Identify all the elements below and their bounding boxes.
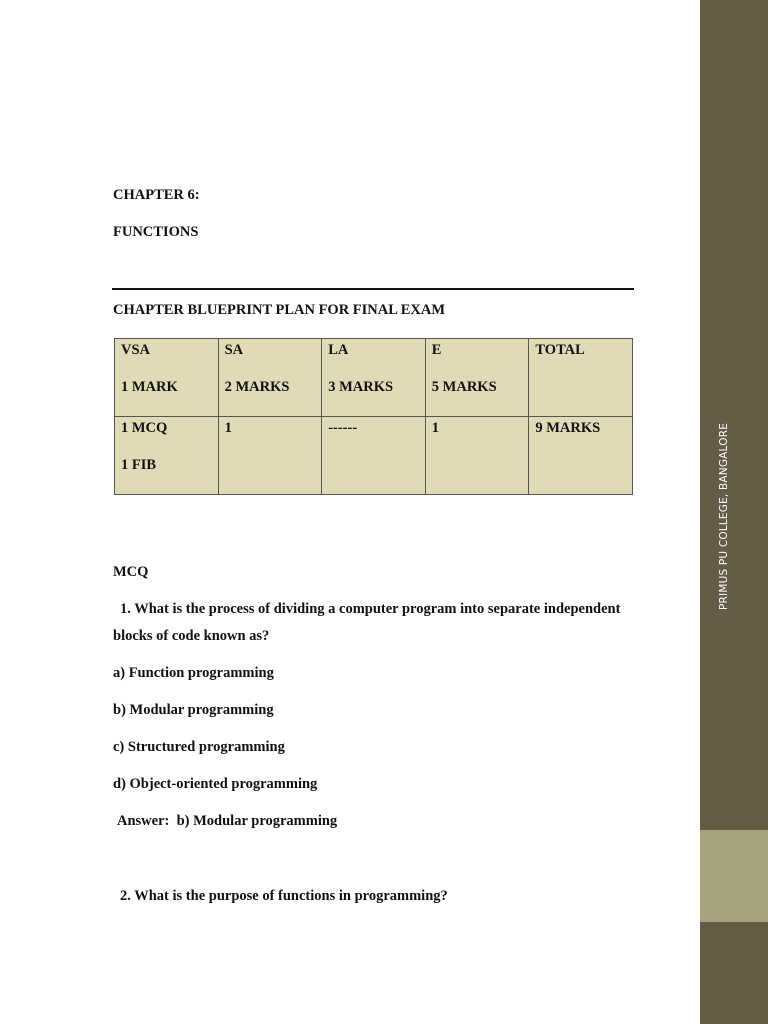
table-row [115,417,633,495]
mcq-heading: MCQ [113,564,149,580]
table-cell: ------ [322,417,426,495]
question-1-line-1: 1. What is the process of dividing a computer program into separate independent [120,601,621,617]
question-2-line-1: 2. What is the purpose of functions in programming? [120,888,448,904]
table-cell: 1 MCQ 1 FIB [115,417,219,495]
sidebar-college-name: PRIMUS PU COLLEGE, BANGALORE [718,422,730,610]
answer-1: Answer: b) Modular programming [117,813,338,829]
table-cell: SA 2 MARKS [218,339,322,417]
option-d: d) Object-oriented programming [113,776,318,792]
side-bar-accent [700,830,768,922]
chapter-number: CHAPTER 6: [113,187,200,203]
table-cell: VSA 1 MARK [115,339,219,417]
table-cell: 1 [218,417,322,495]
blueprint-title: CHAPTER BLUEPRINT PLAN FOR FINAL EXAM [113,302,446,318]
chapter-name: FUNCTIONS [113,224,199,240]
table-cell: E 5 MARKS [425,339,529,417]
option-b: b) Modular programming [113,702,274,718]
table-cell: TOTAL [529,339,633,417]
divider-rule [112,288,634,290]
blueprint-table [114,338,633,495]
table-cell: LA 3 MARKS [322,339,426,417]
table-cell: 9 MARKS [529,417,633,495]
option-a: a) Function programming [113,665,274,681]
table-cell: 1 [425,417,529,495]
question-1-line-2: blocks of code known as? [113,628,270,644]
table-header-row [115,339,633,417]
option-c: c) Structured programming [113,739,285,755]
